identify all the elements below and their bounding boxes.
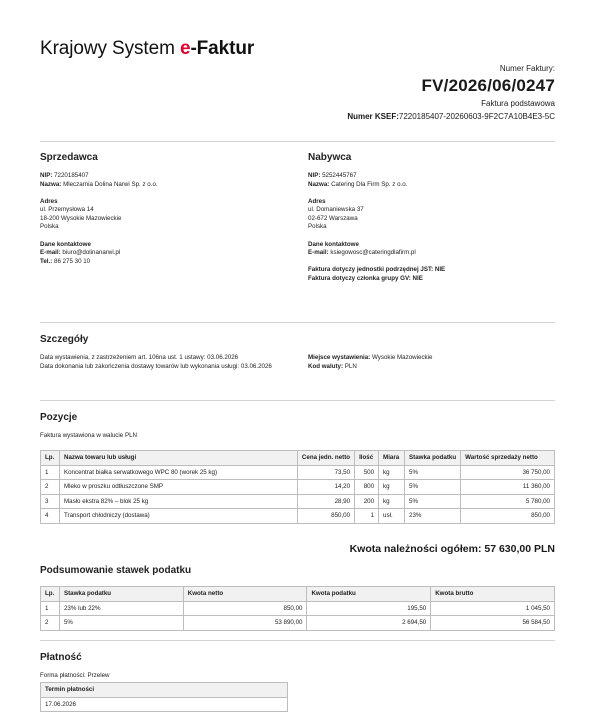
seller-address-label: Adres [40,197,58,205]
cell-tax-rate: 23% [405,509,461,524]
cell-unit-price: 28,90 [297,494,354,509]
delivery-date-label: Data dokonania lub zakończenia dostawy towarów lub wykonania usługi: [40,362,240,370]
buyer-address-label: Adres [308,197,326,205]
cell-unit-price: 73,50 [297,465,354,480]
invoice-header [347,64,555,121]
ksef-label: Numer KSEF: [347,112,399,121]
buyer-gv-flag: Faktura dotyczy członka grupy GV: NIE [308,274,423,282]
payment-method [40,672,110,681]
col-header: Kwota netto [183,587,307,602]
cell-net-value: 850,00 [461,509,555,524]
col-header: Stawka podatku [59,587,183,602]
payment-heading: Płatność [40,652,82,663]
buyer-block [308,172,555,283]
brand-part-2: e [179,38,191,59]
cell-net: 53 890,00 [183,616,307,631]
seller-email: biuro@dolinanarwi.pl [62,249,121,257]
cell-name: Masło ekstra 82% – blok 25 kg [59,494,297,509]
cell-name: Koncentrat białka serwatkowego WPC 80 (worek 25 kg) [59,465,297,480]
seller-address-line: Polska [40,223,59,231]
cell-lp: 2 [41,616,60,631]
positions-note: Faktura wystawiona w walucie PLN [40,432,137,439]
delivery-date: 03.06.2026 [240,362,272,370]
cell-name: Mleko w proszku odtłuszczone SMP [59,480,297,495]
buyer-heading: Nabywca [308,152,352,163]
table-row [41,480,555,495]
divider [40,322,555,323]
currency-value: PLN [344,362,357,370]
cell-net-value: 36 750,00 [461,465,555,480]
payment-method-value: Przelew [87,672,110,679]
ksef-value: 7220185407-20260603-9F2C7A10B4E3-5C [398,112,555,121]
seller-nip: 7220185407 [54,172,89,179]
seller-phone: 86 275 30 10 [54,257,91,265]
cell-net: 850,00 [183,601,307,616]
cell-name: Transport chłodniczy (dostawa) [59,509,297,524]
due-date: 17.06.2026 [41,697,288,712]
brand-title [40,38,254,60]
seller-nip-label: NIP: [40,172,53,179]
issue-date-label: Data wystawienia, z zastrzeżeniem art. 106na ust. 1 ustawy: [40,354,206,361]
invoice-number: FV/2026/06/0247 [421,76,555,95]
buyer-address-line: ul. Domaniewska 37 [308,206,364,214]
table-header-row [41,451,555,466]
cell-unit-price: 14,20 [297,480,354,495]
seller-email-label: E-mail: [40,249,61,257]
col-header: Miara [379,451,405,466]
cell-quantity: 500 [355,465,379,480]
issue-date: 03.06.2026 [207,354,239,361]
divider [40,400,555,401]
seller-name-label: Nazwa: [40,180,62,188]
cell-tax-rate: 5% [405,494,461,509]
buyer-address-line: Polska [308,223,327,231]
cell-quantity: 200 [355,494,379,509]
due-date-header: Termin płatności [41,683,288,698]
seller-address-line: ul. Przemysłowa 14 [40,206,94,214]
buyer-email-label: E-mail: [308,249,329,257]
currency-label: Kod waluty: [308,362,344,370]
brand-part-3: -Faktur [190,38,255,59]
seller-contact-label: Dane kontaktowe [40,240,91,248]
cell-tax-rate: 5% [59,616,183,631]
table-row [41,616,555,631]
cell-unit: kg [379,480,405,495]
payment-method-label: Forma płatności: [40,672,86,679]
payment-due-table [40,682,288,712]
cell-gross: 1 045,50 [431,601,555,616]
tax-summary-heading: Podsumowanie stawek podatku [40,565,192,576]
place-label: Miejsce wystawienia: [308,354,371,361]
cell-lp: 1 [41,465,60,480]
col-header: Kwota podatku [307,587,431,602]
table-row [41,601,555,616]
col-header: Nazwa towaru lub usługi [59,451,297,466]
ksef-number [347,112,555,121]
place-value: Wysokie Mazowieckie [371,354,433,361]
cell-net-value: 5 780,00 [461,494,555,509]
col-header: Kwota brutto [431,587,555,602]
cell-tax-rate: 5% [405,465,461,480]
cell-tax-rate: 23% lub 22% [59,601,183,616]
table-row [41,465,555,480]
buyer-jst-flag: Faktura dotyczy jednostki podrzędnej JST: NIE [308,266,446,274]
col-header: Stawka podatku [405,451,461,466]
cell-lp: 2 [41,480,60,495]
cell-tax: 195,50 [307,601,431,616]
col-header: Cena jedn. netto [297,451,354,466]
cell-unit: kg [379,494,405,509]
cell-unit: kg [379,465,405,480]
cell-lp: 1 [41,601,60,616]
col-header: Wartość sprzedaży netto [461,451,555,466]
table-header-row [41,587,555,602]
details-heading: Szczegóły [40,334,89,345]
positions-heading: Pozycje [40,412,78,423]
cell-lp: 3 [41,494,60,509]
buyer-name: Catering Dla Firm Sp. z o.o. [331,180,408,188]
buyer-name-label: Nazwa: [308,180,330,188]
col-header: Lp. [41,451,60,466]
buyer-nip-label: NIP: [308,172,321,179]
total-amount: Kwota należności ogółem: 57 630,00 PLN [349,543,555,555]
details-place [308,354,555,371]
cell-quantity: 800 [355,480,379,495]
seller-phone-label: Tel.: [40,257,53,265]
cell-tax-rate: 5% [405,480,461,495]
table-row [41,509,555,524]
cell-unit: usł. [379,509,405,524]
cell-quantity: 1 [355,509,379,524]
buyer-address-line: 02-672 Warszawa [308,214,358,222]
seller-heading: Sprzedawca [40,152,98,163]
buyer-email: ksiegowosc@cateringdlafirm.pl [330,249,416,257]
brand-part-1: Krajowy System [40,38,180,59]
invoice-number-label: Numer Faktury: [499,64,555,73]
details-dates [40,354,295,371]
cell-tax: 2 694,50 [307,616,431,631]
buyer-contact-label: Dane kontaktowe [308,240,359,248]
col-header: Lp. [41,587,60,602]
positions-table [40,450,555,524]
seller-name: Mleczarnia Dolina Narwi Sp. z o.o. [63,180,158,188]
cell-gross: 56 584,50 [431,616,555,631]
seller-block [40,172,280,275]
cell-net-value: 11 360,00 [461,480,555,495]
divider [40,640,555,641]
divider [40,141,555,142]
col-header: Ilość [355,451,379,466]
cell-unit-price: 850,00 [297,509,354,524]
tax-summary-table [40,586,555,631]
seller-address-line: 18-200 Wysokie Mazowieckie [40,214,122,222]
table-row [41,494,555,509]
invoice-type: Faktura podstawowa [481,99,555,108]
cell-lp: 4 [41,509,60,524]
buyer-nip: 5252445767 [322,172,357,179]
